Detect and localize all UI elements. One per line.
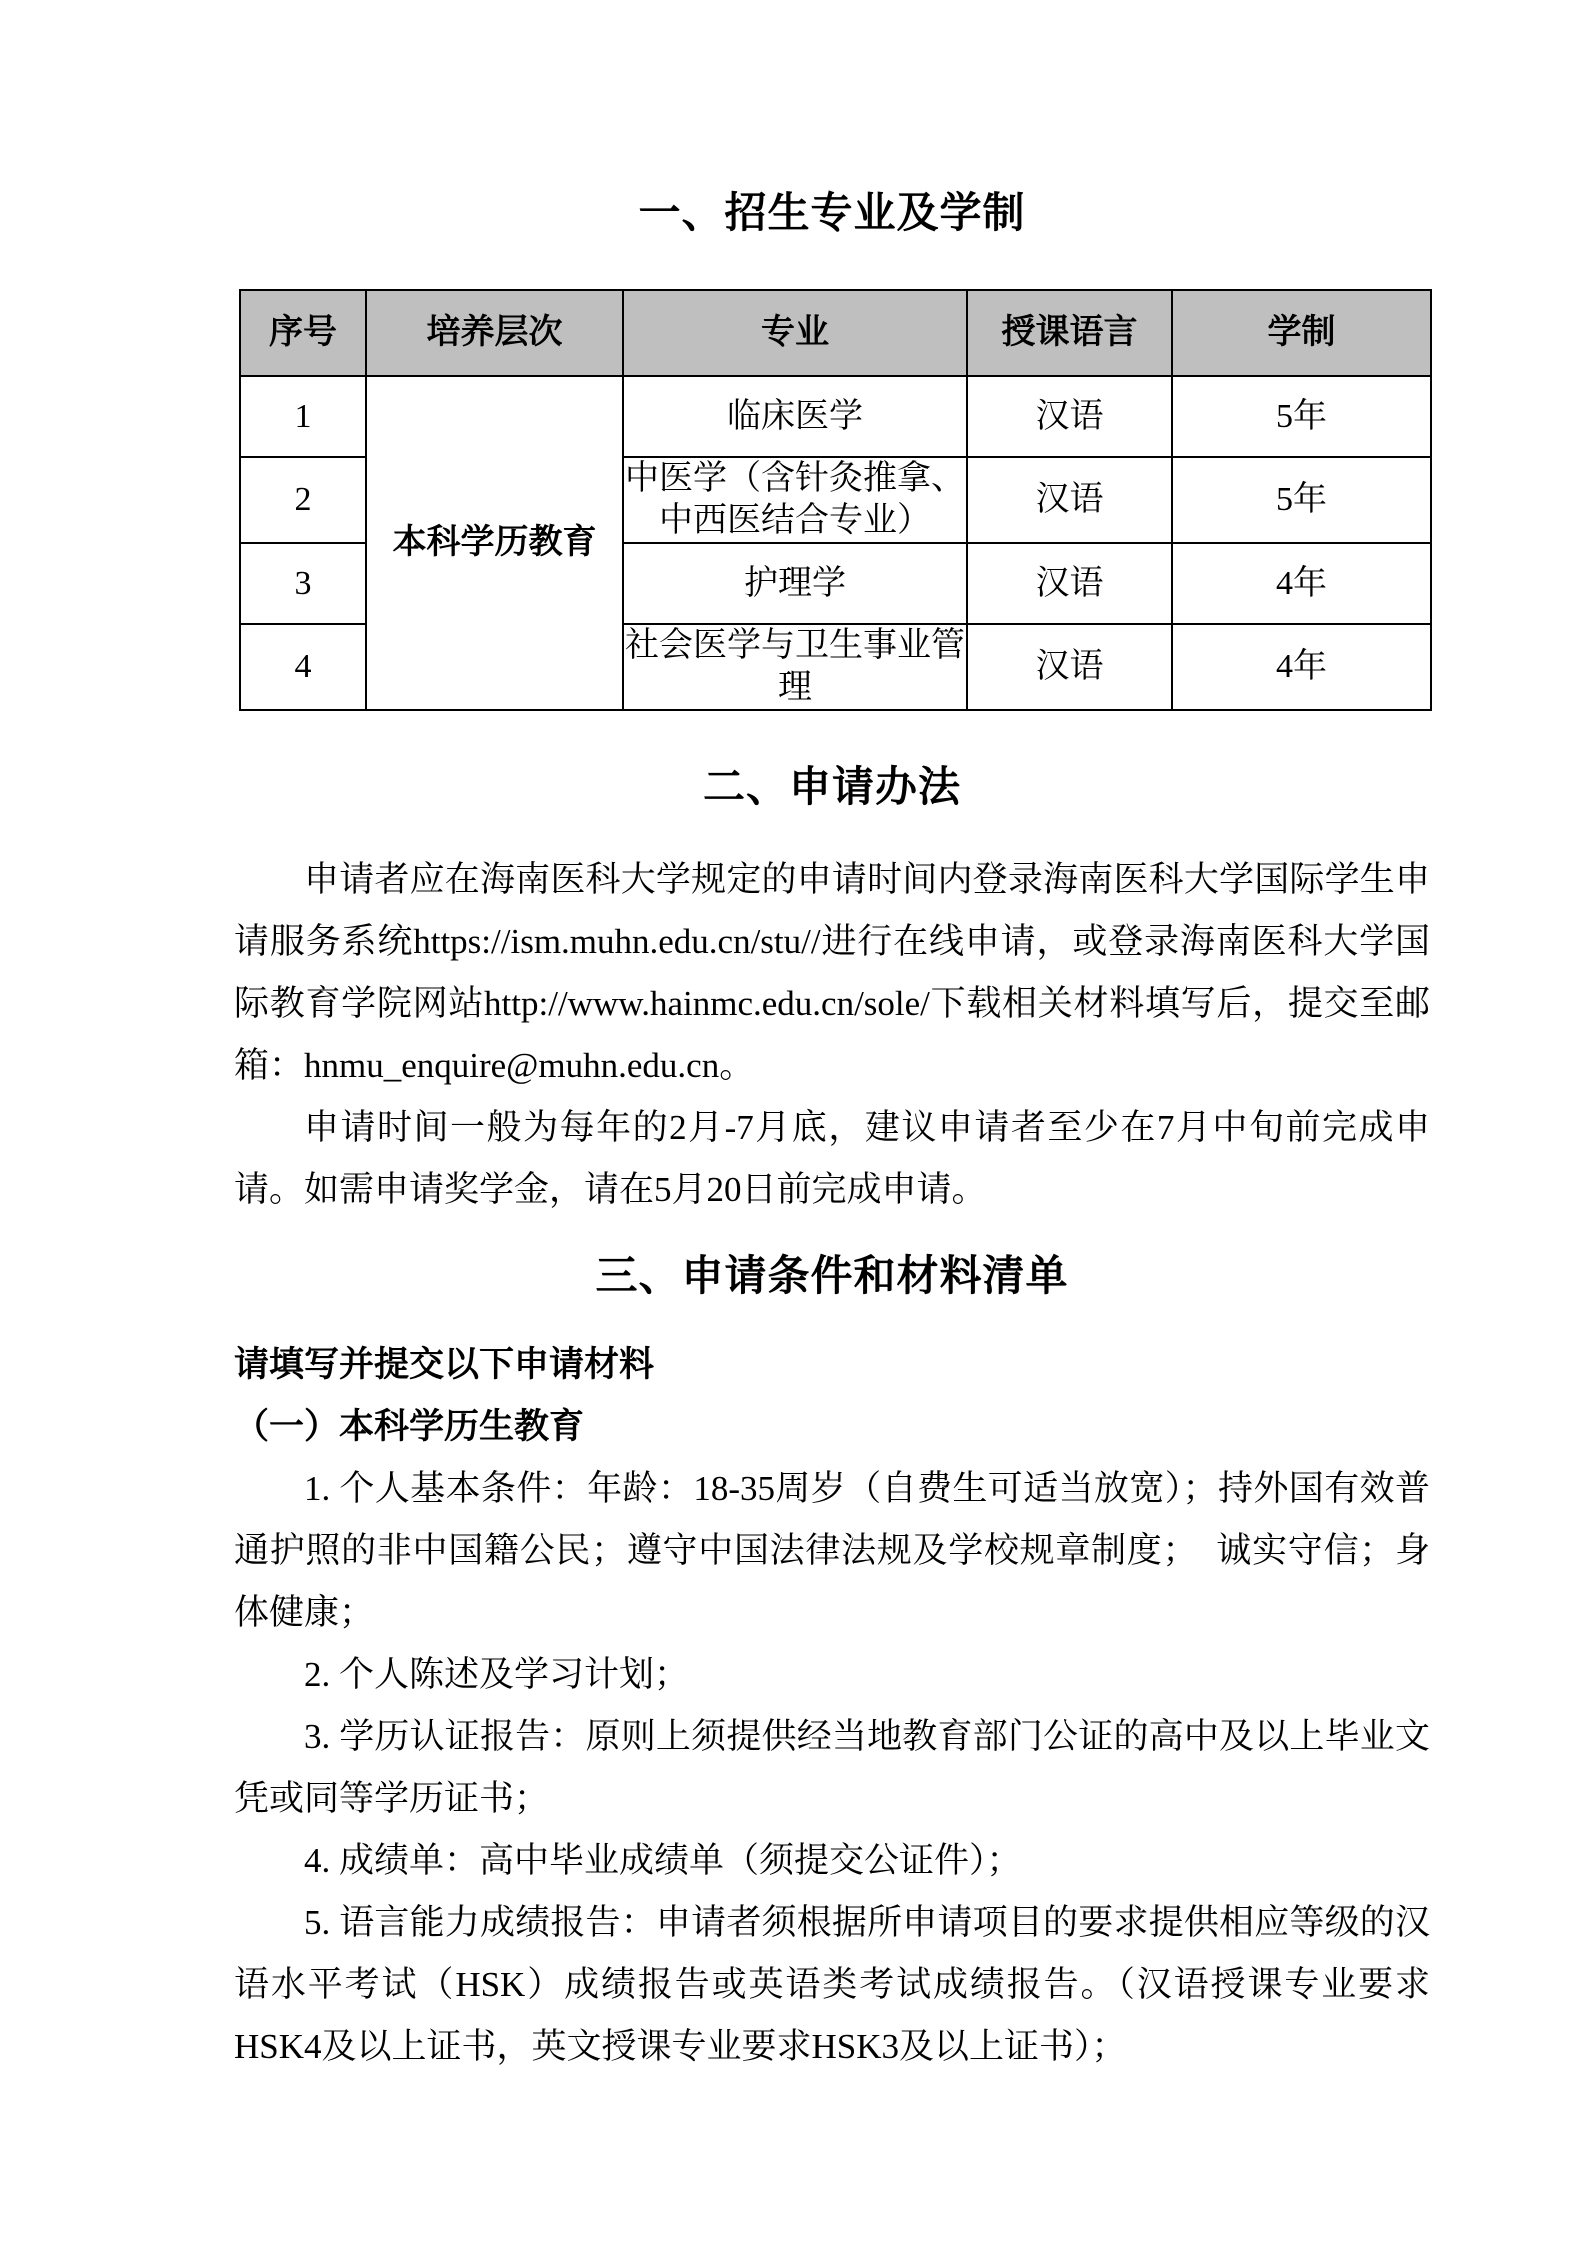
cell-no: 1 bbox=[240, 376, 366, 457]
header-cell-major: 专业 bbox=[623, 290, 967, 376]
materials-checklist bbox=[234, 1334, 1430, 2078]
cell-level-merged: 本科学历教育 bbox=[366, 376, 623, 710]
table-row bbox=[240, 376, 1431, 457]
materials-subhead: 请填写并提交以下申请材料 bbox=[234, 1345, 655, 1384]
section-1-title: 一、招生专业及学制 bbox=[638, 191, 1026, 237]
header-cell-duration: 学制 bbox=[1172, 290, 1431, 376]
application-method-paragraphs bbox=[234, 849, 1430, 1221]
header-cell-language: 授课语言 bbox=[967, 290, 1172, 376]
material-item: 4. 成绩单：高中毕业成绩单（须提交公证件）； bbox=[304, 1841, 1022, 1880]
admission-majors-table bbox=[239, 289, 1432, 711]
section-2-title: 二、申请办法 bbox=[702, 765, 961, 811]
cell-major: 社会医学与卫生事业管理 bbox=[623, 624, 967, 710]
cell-duration: 4年 bbox=[1172, 543, 1431, 624]
cell-no: 3 bbox=[240, 543, 366, 624]
material-item: 5. 语言能力成绩报告：申请者须根据所申请项目的要求提供相应等级的汉语水平考试（HSK）成绩报告或英语类考试成绩报告。（汉语授课专业要求HSK4及以上证书，英文授课专业要求HSK3及以上证书）； bbox=[234, 1903, 1430, 2066]
cell-major: 护理学 bbox=[623, 543, 967, 624]
cell-no: 4 bbox=[240, 624, 366, 710]
cell-language: 汉语 bbox=[967, 543, 1172, 624]
cell-major: 临床医学 bbox=[623, 376, 967, 457]
header-cell-no: 序号 bbox=[240, 290, 366, 376]
cell-no: 2 bbox=[240, 457, 366, 543]
material-item: 2. 个人陈述及学习计划； bbox=[304, 1655, 690, 1694]
paragraph-application-system: 申请者应在海南医科大学规定的申请时间内登录海南医科大学国际学生申请服务系统https://ism.muhn.edu.cn/stu//进行在线申请，或登录海南医科大学国际教育学院网站http://www.hainmc.edu.cn/sole/下载相关材料填写后，提交至邮箱：hnmu_enquire@muhn.edu.cn。 bbox=[234, 860, 1430, 1085]
materials-group-heading: （一）本科学历生教育 bbox=[234, 1407, 585, 1446]
cell-language: 汉语 bbox=[967, 376, 1172, 457]
cell-major: 中医学（含针灸推拿、中西医结合专业） bbox=[623, 457, 967, 543]
section-3-title: 三、申请条件和材料清单 bbox=[595, 1254, 1069, 1300]
paragraph-application-time: 申请时间一般为每年的2月-7月底，建议申请者至少在7月中旬前完成申请。如需申请奖学金，请在5月20日前完成申请。 bbox=[234, 1108, 1430, 1209]
cell-duration: 5年 bbox=[1172, 376, 1431, 457]
cell-language: 汉语 bbox=[967, 624, 1172, 710]
header-cell-level: 培养层次 bbox=[366, 290, 623, 376]
cell-language: 汉语 bbox=[967, 457, 1172, 543]
cell-duration: 5年 bbox=[1172, 457, 1431, 543]
material-item: 1. 个人基本条件：年龄：18-35周岁（自费生可适当放宽）；持外国有效普通护照的非中国籍公民；遵守中国法律法规及学校规章制度； 诚实守信；身体健康； bbox=[234, 1469, 1430, 1632]
cell-duration: 4年 bbox=[1172, 624, 1431, 710]
table-header-row bbox=[240, 290, 1431, 376]
material-item: 3. 学历认证报告：原则上须提供经当地教育部门公证的高中及以上毕业文凭或同等学历证书； bbox=[234, 1717, 1430, 1818]
